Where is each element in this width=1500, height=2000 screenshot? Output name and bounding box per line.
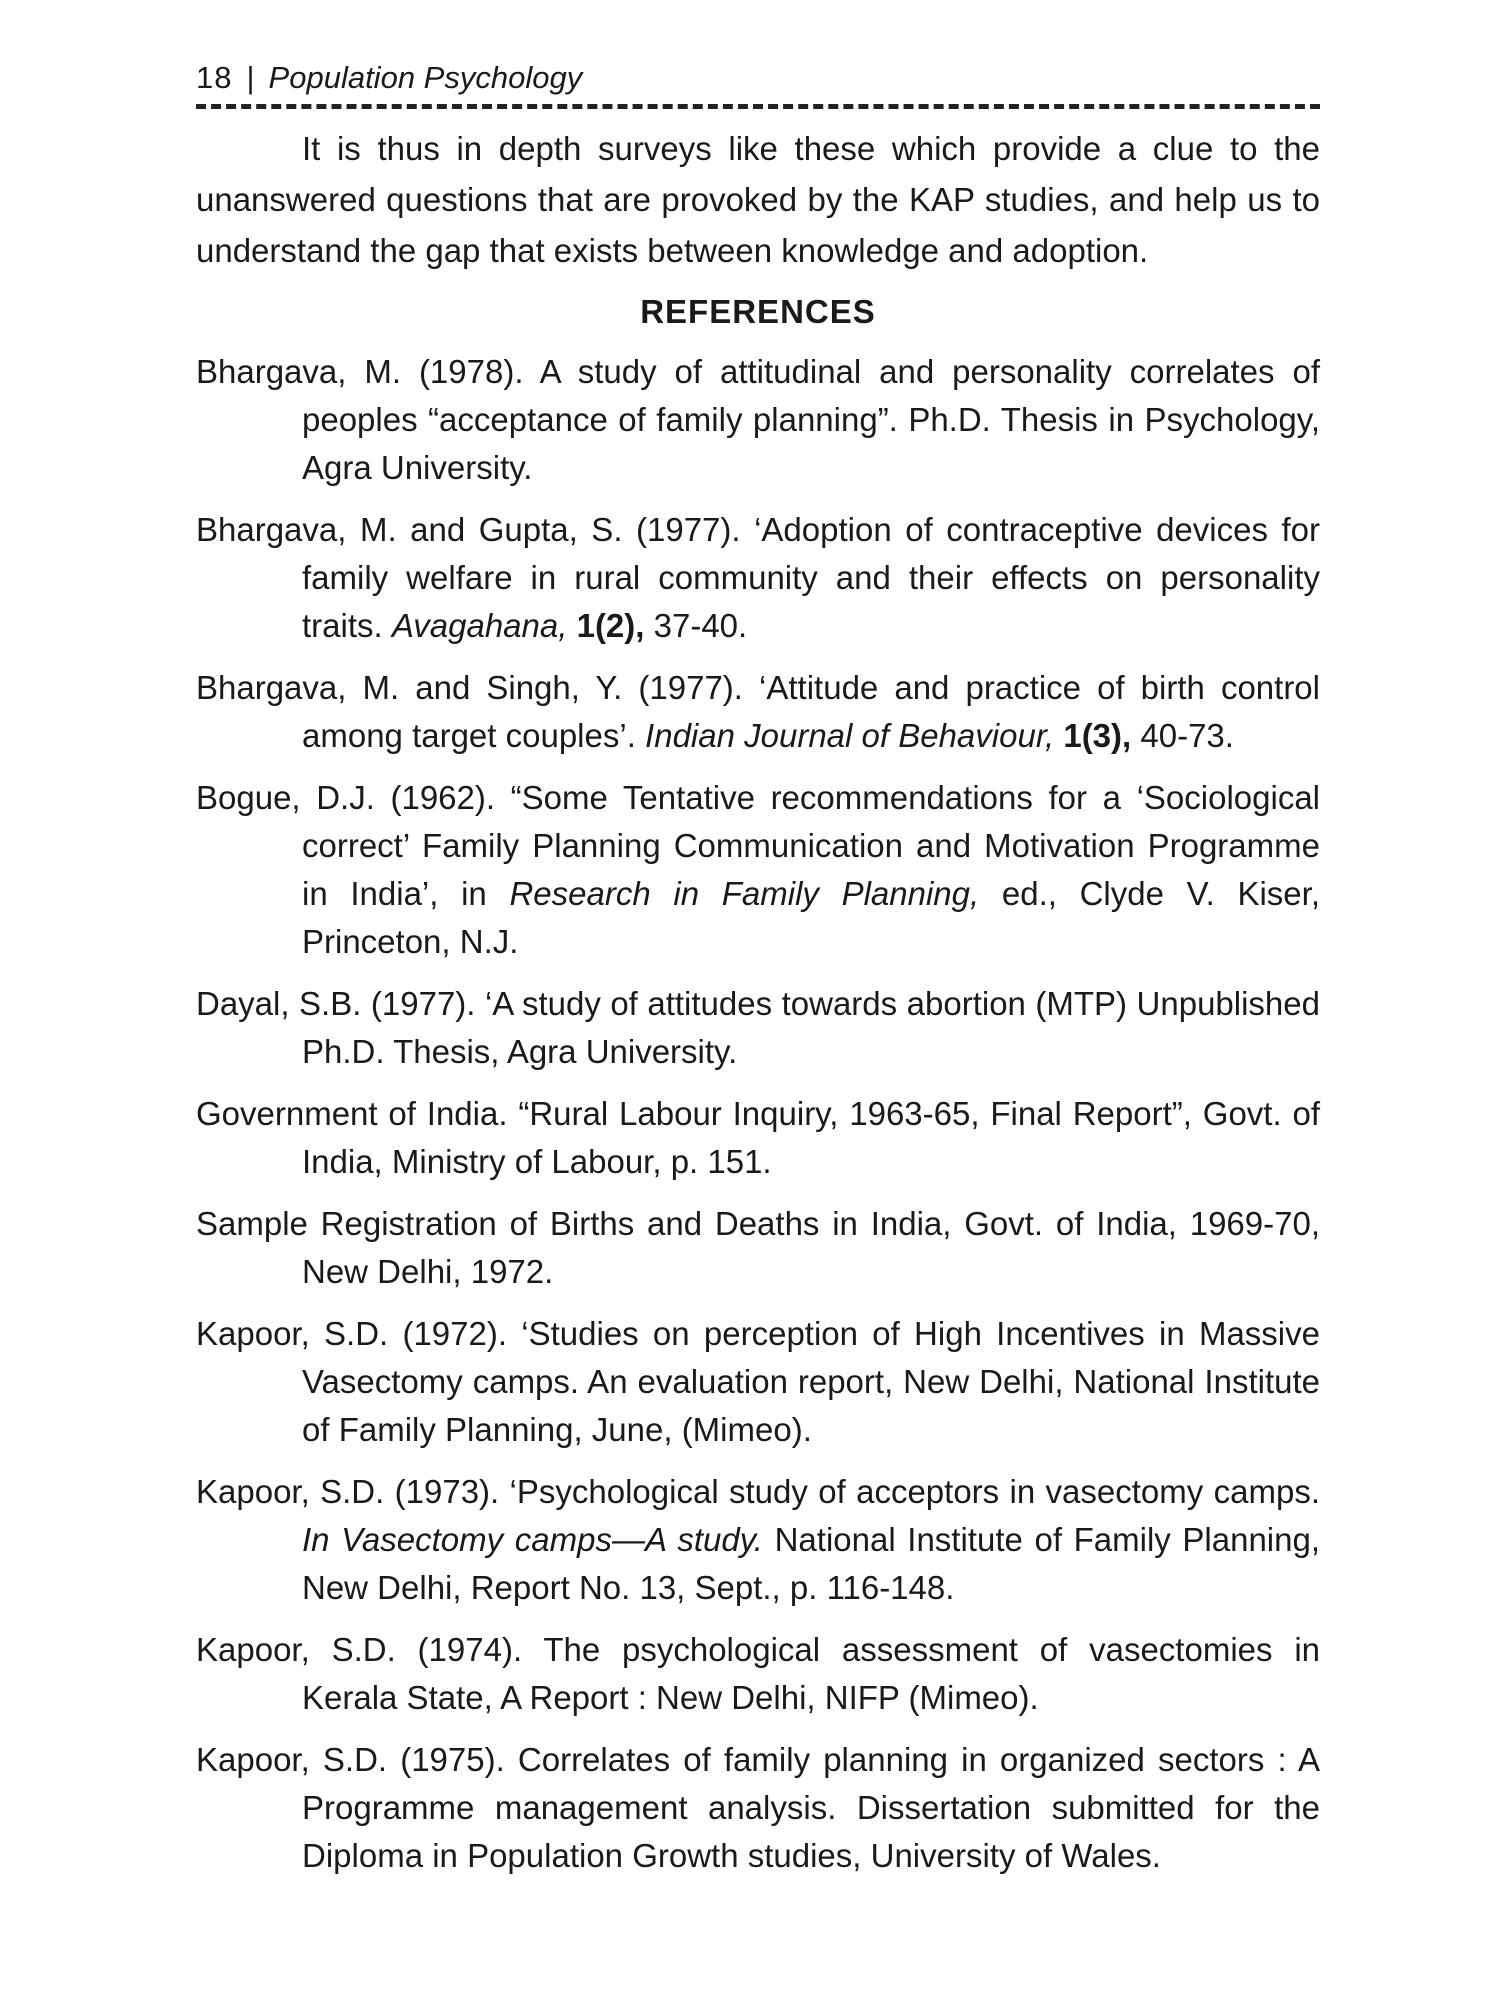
reference-entry: Bhargava, M. and Singh, Y. (1977). ‘Attitude and practice of birth control among target couples’. Indian Journal of Behaviour, 1(3), 40-73.	[196, 669, 1320, 754]
references-heading: REFERENCES	[640, 293, 876, 330]
reference-list	[196, 348, 1320, 1880]
reference-entry: Sample Registration of Births and Deaths in India, Govt. of India, 1969-70, New Delhi, 1972.	[196, 1205, 1320, 1290]
page-number: 18	[196, 60, 233, 95]
header-separator: |	[246, 60, 255, 95]
intro-paragraph: It is thus in depth surveys like these which provide a clue to the unanswered questions that are provoked by the KAP studies, and help us to understand the gap that exists between knowledge and adoption.	[196, 130, 1320, 269]
reference-entry: Kapoor, S.D. (1974). The psychological assessment of vasectomies in Kerala State, A Report : New Delhi, NIFP (Mimeo).	[196, 1631, 1320, 1716]
reference-entry: Bhargava, M. (1978). A study of attitudinal and personality correlates of peoples “acceptance of family planning”. Ph.D. Thesis in Psychology, Agra University.	[196, 353, 1320, 486]
reference-entry: Kapoor, S.D. (1973). ‘Psychological study of acceptors in vasectomy camps. In Vasectomy camps—A study. National Institute of Family Planning, New Delhi, Report No. 13, Sept., p. 116-148.	[196, 1473, 1320, 1606]
book-title-italic: In Vasectomy camps—A study.	[302, 1521, 763, 1558]
book-page	[196, 58, 1320, 1894]
volume-issue: 1(3),	[1054, 717, 1132, 754]
reference-entry: Kapoor, S.D. (1972). ‘Studies on perception of High Incentives in Massive Vasectomy camps. An evaluation report, New Delhi, National Institute of Family Planning, June, (Mimeo).	[196, 1315, 1320, 1448]
reference-entry: Kapoor, S.D. (1975). Correlates of family planning in organized sectors : A Programme management analysis. Dissertation submitted for the Diploma in Population Growth studies, University of Wales.	[196, 1741, 1320, 1874]
reference-entry: Bhargava, M. and Gupta, S. (1977). ‘Adoption of contraceptive devices for family welfare in rural community and their effects on personality traits. Avagahana, 1(2), 37-40.	[196, 511, 1320, 644]
journal-name: Indian Journal of Behaviour,	[645, 717, 1055, 754]
reference-entry: Dayal, S.B. (1977). ‘A study of attitudes towards abortion (MTP) Unpublished Ph.D. Thesis, Agra University.	[196, 985, 1320, 1070]
reference-entry: Government of India. “Rural Labour Inquiry, 1963-65, Final Report”, Govt. of India, Ministry of Labour, p. 151.	[196, 1095, 1320, 1180]
volume-issue: 1(2),	[567, 607, 645, 644]
book-title-italic: Research in Family Planning,	[509, 875, 980, 912]
header-dashed-rule	[196, 104, 1320, 109]
reference-entry: Bogue, D.J. (1962). “Some Tentative recommendations for a ‘Sociological correct’ Family Planning Communication and Motivation Programme in India’, in Research in Family Planning, ed., Clyde V. Kiser, Princeton, N.J.	[196, 779, 1320, 960]
running-header	[196, 58, 1320, 102]
journal-name: Avagahana,	[391, 607, 568, 644]
book-title: Population Psychology	[268, 60, 583, 95]
